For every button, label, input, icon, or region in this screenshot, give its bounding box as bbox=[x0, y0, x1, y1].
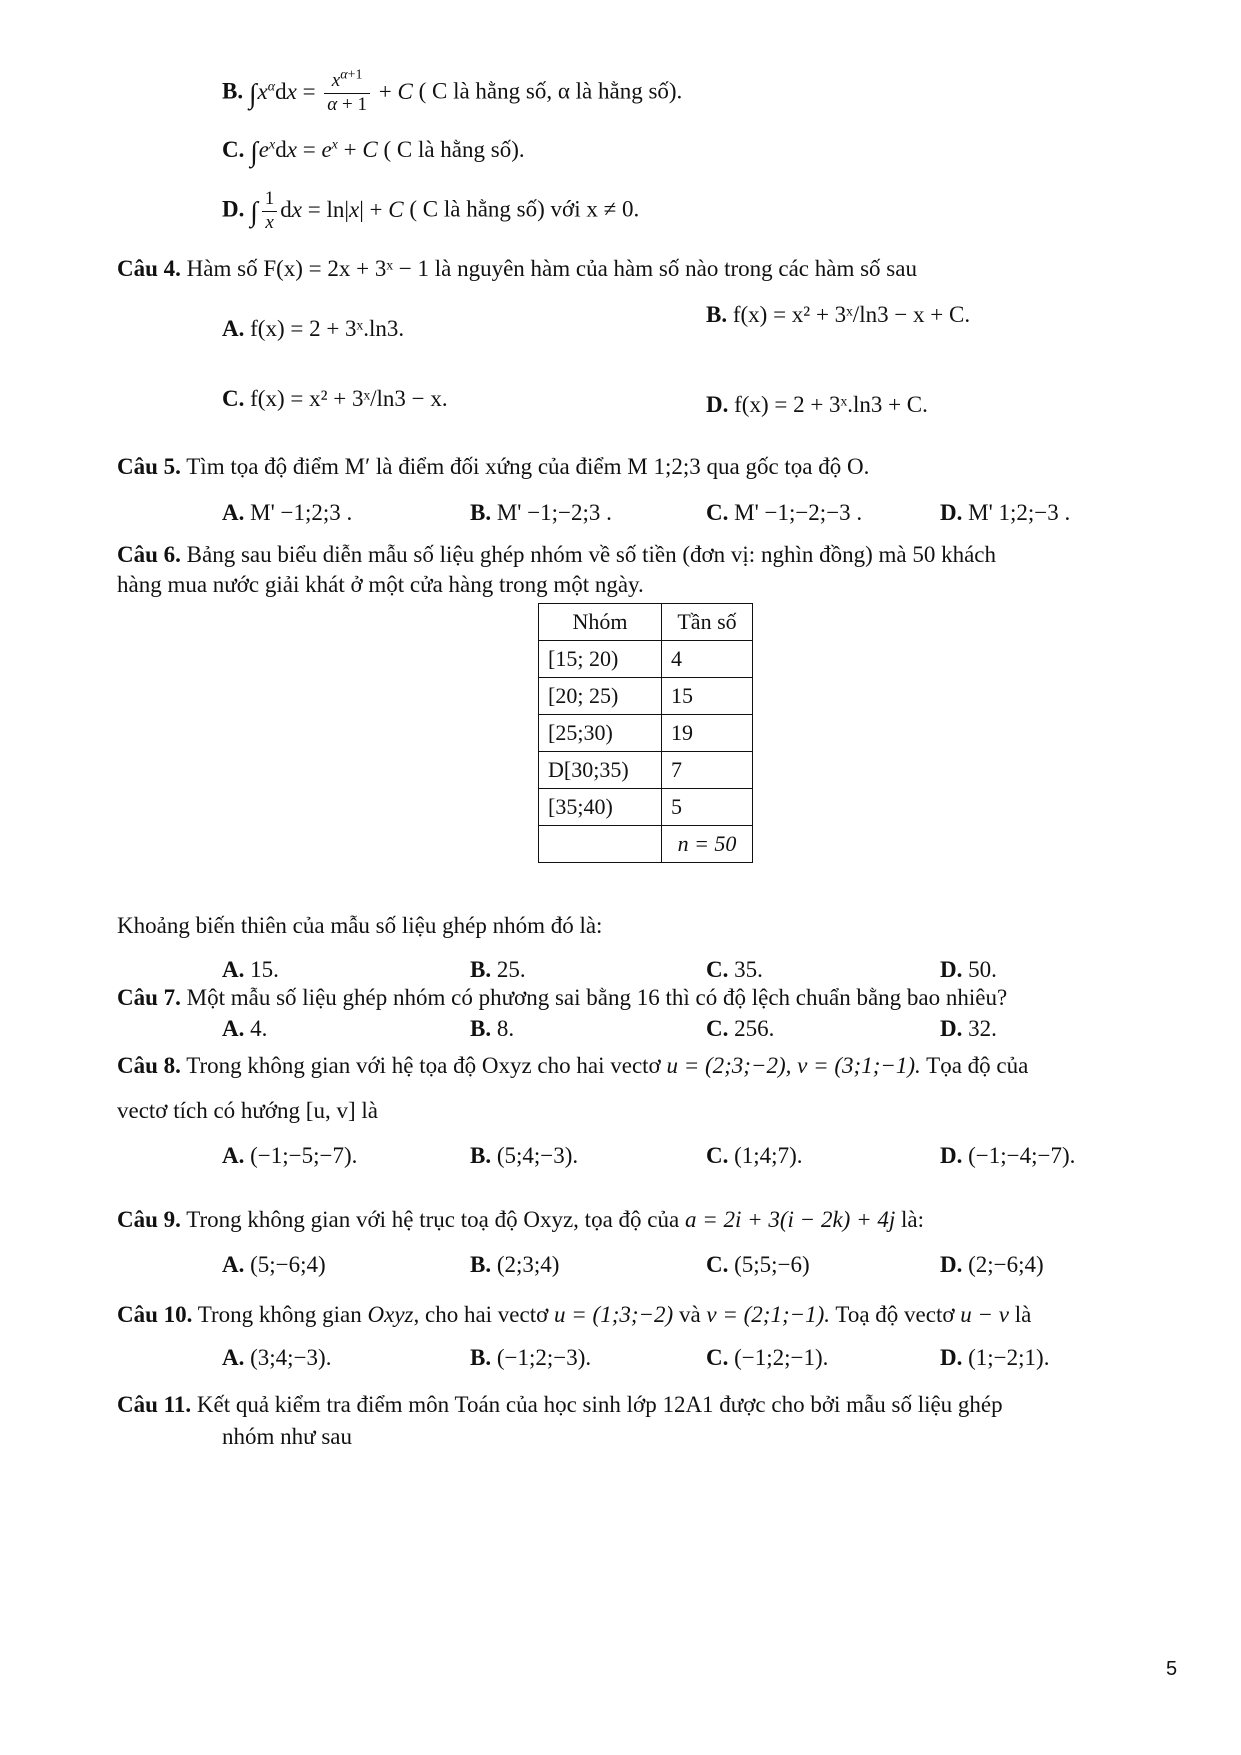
table-row bbox=[539, 826, 753, 863]
option-text: (−1;2;−1). bbox=[734, 1345, 829, 1370]
q8-option-a bbox=[222, 1143, 357, 1169]
option-label: B. bbox=[706, 302, 728, 327]
header-cell: Nhóm bbox=[539, 604, 662, 641]
formula: $\int x^\alpha dx$ = $\frac{x^{\alpha+1}}{\alpha + 1}$ + C bbox=[248, 67, 413, 115]
option-label: D. bbox=[222, 196, 245, 222]
q6-option-b bbox=[470, 957, 526, 983]
table-cell: [25;30) bbox=[539, 715, 662, 752]
option-label: C. bbox=[222, 137, 245, 162]
table-cell: [20; 25) bbox=[539, 678, 662, 715]
q9-option-c bbox=[706, 1252, 810, 1278]
option-label: D. bbox=[940, 1016, 963, 1041]
vector-u: u = (1;3;−2) bbox=[554, 1302, 674, 1327]
q10-option-c bbox=[706, 1345, 828, 1371]
question-text: Trong không gian bbox=[197, 1302, 362, 1327]
question-text-mid: , cho hai vectơ bbox=[413, 1302, 549, 1327]
question-text-tail: Tọa độ của bbox=[926, 1053, 1029, 1078]
q5-stem bbox=[117, 454, 869, 480]
table-cell: [15; 20) bbox=[539, 641, 662, 678]
q7-option-c bbox=[706, 1016, 774, 1042]
table-cell: n = 50 bbox=[662, 826, 753, 863]
option-label: A. bbox=[222, 1252, 245, 1277]
option-label: C. bbox=[706, 1016, 729, 1041]
q8-option-b bbox=[470, 1143, 578, 1169]
table-row bbox=[539, 641, 753, 678]
q9-stem bbox=[117, 1207, 924, 1233]
question-number: Câu 9. bbox=[117, 1207, 181, 1232]
option-text: (−1;−5;−7). bbox=[250, 1143, 358, 1168]
option-text: f(x) = 2 + 3ˣ.ln3 + C. bbox=[734, 392, 928, 417]
option-label: C. bbox=[706, 1252, 729, 1277]
question-text: Một mẫu số liệu ghép nhóm có phương sai bằng 16 thì có độ lệch chuẩn bằng bao nhiêu? bbox=[186, 985, 1008, 1010]
q5-option-b bbox=[470, 500, 612, 526]
option-text: f(x) = 2 + 3ˣ.ln3. bbox=[250, 316, 405, 341]
question-text: Kết quả kiểm tra điểm môn Toán của học sinh lớp 12A1 được cho bởi mẫu số liệu ghép bbox=[196, 1392, 1003, 1417]
q8-stem-line1 bbox=[117, 1053, 1028, 1079]
q5-option-a bbox=[222, 500, 352, 526]
question-number: Câu 6. bbox=[117, 542, 181, 567]
q4-stem bbox=[117, 256, 917, 282]
table-cell: 19 bbox=[662, 715, 753, 752]
q7-option-b bbox=[470, 1016, 514, 1042]
table-cell bbox=[539, 826, 662, 863]
q3-option-d bbox=[222, 188, 639, 235]
option-label: A. bbox=[222, 1016, 245, 1041]
option-label: A. bbox=[222, 1345, 245, 1370]
option-text: M' −1;2;3 . bbox=[250, 500, 353, 525]
q9-option-a bbox=[222, 1252, 326, 1278]
formula: ∫ $\frac{1}{x}$ dx = ln|x| + C bbox=[250, 188, 404, 233]
option-text: 50. bbox=[968, 957, 997, 982]
vector-expression: u = (2;3;−2), v = (3;1;−1). bbox=[666, 1053, 921, 1078]
option-label: A. bbox=[222, 316, 245, 341]
q7-stem bbox=[117, 985, 1007, 1011]
option-label: B. bbox=[470, 500, 492, 525]
q8-option-d bbox=[940, 1143, 1075, 1169]
q6-option-a bbox=[222, 957, 279, 983]
option-label: B. bbox=[470, 957, 492, 982]
option-text: 32. bbox=[968, 1016, 997, 1041]
table-cell: [35;40) bbox=[539, 789, 662, 826]
q3-option-b bbox=[222, 67, 683, 117]
q6-option-d bbox=[940, 957, 997, 983]
q7-option-d bbox=[940, 1016, 997, 1042]
q9-option-d bbox=[940, 1252, 1044, 1278]
q6-option-c bbox=[706, 957, 763, 983]
vector-expression: a = 2i + 3(i − 2k) + 4j bbox=[684, 1207, 896, 1232]
q4-option-d bbox=[706, 392, 928, 418]
option-label: A. bbox=[222, 957, 245, 982]
option-note: ( C là hằng số). bbox=[383, 137, 525, 162]
q4-option-b bbox=[706, 302, 970, 328]
question-text-tail: Toạ độ vectơ bbox=[835, 1302, 955, 1327]
option-label: B. bbox=[470, 1252, 492, 1277]
option-text: (5;−6;4) bbox=[250, 1252, 326, 1277]
q11-stem-line2: nhóm như sau bbox=[222, 1424, 353, 1449]
option-text: f(x) = x² + 3ˣ/ln3 − x + C. bbox=[732, 302, 971, 327]
option-label: C. bbox=[706, 1143, 729, 1168]
option-label: D. bbox=[940, 1345, 963, 1370]
option-label: D. bbox=[940, 957, 963, 982]
option-text: (2;−6;4) bbox=[968, 1252, 1044, 1277]
q6-question: Khoảng biến thiên của mẫu số liệu ghép nhóm đó là: bbox=[117, 913, 603, 938]
q10-option-b bbox=[470, 1345, 591, 1371]
question-text: Hàm số F(x) = 2x + 3ˣ − 1 là nguyên hàm của hàm số nào trong các hàm số sau bbox=[186, 256, 917, 281]
question-number: Câu 11. bbox=[117, 1392, 192, 1417]
option-label: D. bbox=[940, 1252, 963, 1277]
table-cell: 7 bbox=[662, 752, 753, 789]
question-text: Trong không gian với hệ trục toạ độ Oxyz, tọa độ của bbox=[186, 1207, 680, 1232]
option-label: C. bbox=[706, 957, 729, 982]
table-row bbox=[539, 678, 753, 715]
table-row bbox=[539, 789, 753, 826]
q3-option-c bbox=[222, 137, 525, 169]
space-name: Oxyz bbox=[367, 1302, 414, 1327]
table-row bbox=[539, 715, 753, 752]
option-text: 25. bbox=[496, 957, 526, 982]
option-label: A. bbox=[222, 500, 245, 525]
table-cell: 4 bbox=[662, 641, 753, 678]
q4-option-a bbox=[222, 316, 404, 342]
q4-option-c bbox=[222, 386, 448, 412]
q10-option-a bbox=[222, 1345, 331, 1371]
q6-stem-line2: hàng mua nước giải khát ở một cửa hàng trong một ngày. bbox=[117, 572, 644, 597]
page-number: 5 bbox=[1166, 1658, 1178, 1680]
option-label: B. bbox=[470, 1016, 492, 1041]
option-label: C. bbox=[706, 1345, 729, 1370]
option-label: D. bbox=[940, 1143, 963, 1168]
table-row bbox=[539, 752, 753, 789]
q6-stem-line1 bbox=[117, 542, 996, 568]
option-text: M' −1;−2;3 . bbox=[496, 500, 612, 525]
option-text: (3;4;−3). bbox=[250, 1345, 332, 1370]
q10-option-d bbox=[940, 1345, 1049, 1371]
option-label: C. bbox=[222, 386, 245, 411]
option-text: (1;4;7). bbox=[734, 1143, 803, 1168]
option-text: M' −1;−2;−3 . bbox=[734, 500, 863, 525]
table-cell: 15 bbox=[662, 678, 753, 715]
vector-v: v = (2;1;−1). bbox=[706, 1302, 831, 1327]
header-cell: Tần số bbox=[662, 604, 753, 641]
q8-stem-line2: vectơ tích có hướng [u, v] là bbox=[117, 1098, 378, 1123]
option-label: A. bbox=[222, 1143, 245, 1168]
conjunction: và bbox=[678, 1302, 701, 1327]
vector-difference: u − v bbox=[960, 1302, 1010, 1327]
option-label: B. bbox=[470, 1345, 492, 1370]
option-label: C. bbox=[706, 500, 729, 525]
option-text: (5;5;−6) bbox=[734, 1252, 810, 1277]
q5-option-d bbox=[940, 500, 1070, 526]
formula: $\int e^xdx = e^x + C$ bbox=[250, 137, 378, 168]
table-header-row bbox=[539, 604, 753, 641]
frequency-table bbox=[538, 603, 753, 863]
q5-option-c bbox=[706, 500, 862, 526]
q11-stem-line1 bbox=[117, 1392, 1003, 1418]
question-number: Câu 8. bbox=[117, 1053, 181, 1078]
option-text: 15. bbox=[250, 957, 279, 982]
option-text: (1;−2;1). bbox=[968, 1345, 1050, 1370]
option-text: (−1;−4;−7). bbox=[968, 1143, 1076, 1168]
option-text: (2;3;4) bbox=[496, 1252, 560, 1277]
q7-option-a bbox=[222, 1016, 267, 1042]
question-number: Câu 4. bbox=[117, 256, 181, 281]
option-text: 8. bbox=[496, 1016, 515, 1041]
table-cell: 5 bbox=[662, 789, 753, 826]
table-cell: D[30;35) bbox=[539, 752, 662, 789]
question-number: Câu 5. bbox=[117, 454, 181, 479]
q10-stem bbox=[117, 1302, 1031, 1328]
question-end: là bbox=[1014, 1302, 1032, 1327]
question-text-tail: là: bbox=[900, 1207, 924, 1232]
option-note: ( C là hằng số) với x ≠ 0. bbox=[409, 196, 640, 222]
option-text: 256. bbox=[734, 1016, 775, 1041]
option-label: D. bbox=[706, 392, 729, 417]
question-text: Tìm tọa độ điểm M′ là điểm đối xứng của điểm M 1;2;3 qua gốc tọa độ O. bbox=[186, 454, 870, 479]
option-label: D. bbox=[940, 500, 963, 525]
option-text: 35. bbox=[734, 957, 763, 982]
option-label: B. bbox=[470, 1143, 492, 1168]
option-text: 4. bbox=[250, 1016, 268, 1041]
question-number: Câu 10. bbox=[117, 1302, 193, 1327]
option-text: f(x) = x² + 3ˣ/ln3 − x. bbox=[250, 386, 448, 411]
option-text: (5;4;−3). bbox=[496, 1143, 579, 1168]
option-text: (−1;2;−3). bbox=[496, 1345, 592, 1370]
q8-option-c bbox=[706, 1143, 802, 1169]
q9-option-b bbox=[470, 1252, 559, 1278]
option-note: ( C là hằng số, α là hằng số). bbox=[418, 78, 683, 104]
option-text: M' 1;2;−3 . bbox=[968, 500, 1071, 525]
question-text: Bảng sau biểu diễn mẫu số liệu ghép nhóm về số tiền (đơn vị: nghìn đồng) mà 50 khách bbox=[186, 542, 997, 567]
question-text: Trong không gian với hệ tọa độ Oxyz cho hai vectơ bbox=[186, 1053, 661, 1078]
question-number: Câu 7. bbox=[117, 985, 181, 1010]
option-label: B. bbox=[222, 78, 244, 104]
